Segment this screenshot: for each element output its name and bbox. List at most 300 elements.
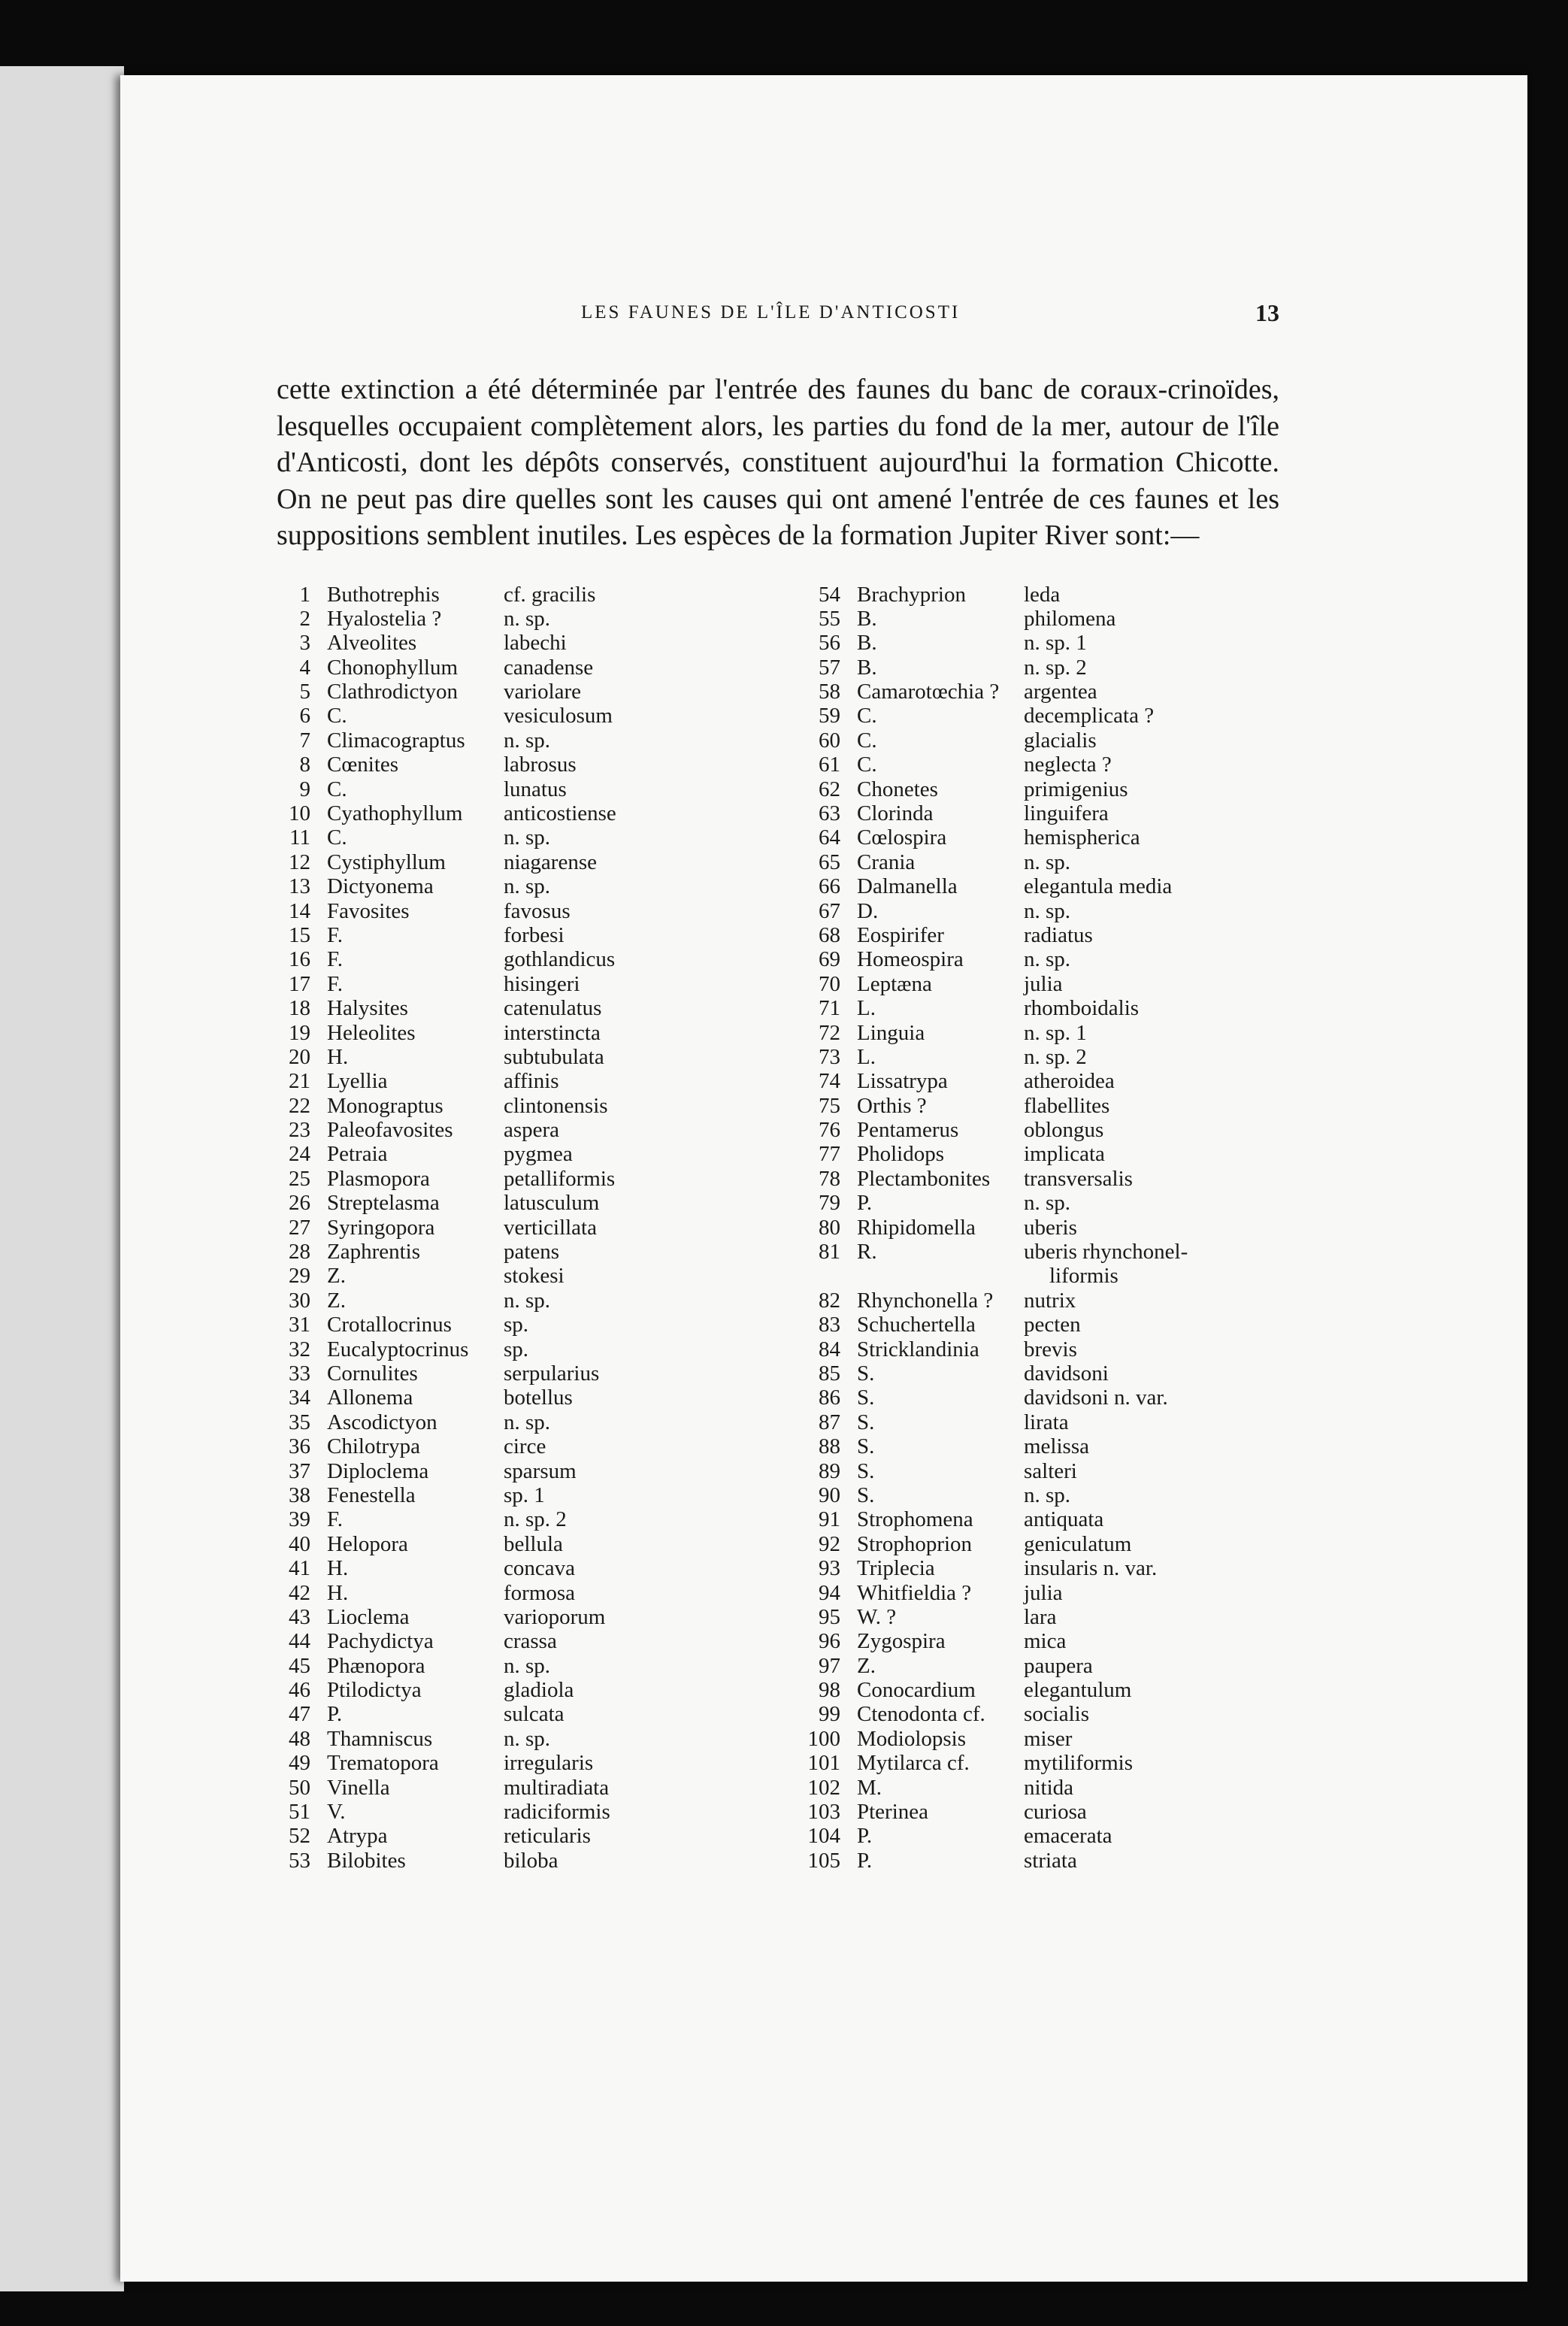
species-number: 38: [289, 1483, 310, 1507]
genus-name: Mytilarca cf.: [857, 1751, 970, 1776]
species-name-text: aspera: [504, 1118, 560, 1143]
genus-name: C.: [327, 825, 347, 850]
genus-name: Monograptus: [327, 1093, 443, 1118]
species-name-text: julia: [1024, 971, 1063, 996]
species-name: [504, 1459, 577, 1483]
facing-page-edge: [0, 66, 124, 2291]
species-name: [504, 1702, 565, 1726]
species-name: [504, 1629, 557, 1653]
genus-name: Buthotrephis: [327, 582, 440, 607]
genus-name: Cœlospira: [857, 825, 947, 850]
species-name-text: favosus: [504, 898, 571, 923]
species-name-text: subtubulata: [504, 1044, 604, 1069]
species-name-text: implicata: [1024, 1142, 1105, 1167]
species-name: [504, 1191, 599, 1215]
species-name-text: hisingeri: [504, 971, 580, 996]
species-name: [1024, 1483, 1070, 1507]
species-name: [504, 1313, 528, 1337]
species-entry: [277, 1191, 743, 1215]
species-name: [504, 972, 580, 996]
genus-name: Chonetes: [857, 777, 938, 801]
genus-name: Rhipidomella: [857, 1215, 976, 1240]
species-entry: [277, 1776, 743, 1800]
genus-name: Dictyonema: [327, 874, 434, 899]
species-name: [504, 1483, 545, 1507]
genus-name: Streptelasma: [327, 1191, 440, 1216]
genus-name: Leptæna: [857, 971, 932, 996]
species-entry: [780, 850, 1279, 874]
species-number: 73: [819, 1044, 840, 1069]
species-number: 53: [289, 1848, 310, 1873]
species-name-text: n. sp.: [504, 728, 551, 753]
species-entry: [277, 996, 743, 1020]
species-name: [504, 1142, 573, 1166]
species-name: [1024, 1118, 1103, 1142]
species-number: 9: [299, 777, 310, 801]
genus-name: Camarotœchia ?: [857, 680, 1000, 704]
species-entry: [780, 1824, 1279, 1848]
species-name: [1024, 1289, 1076, 1313]
genus-name: Pterinea: [857, 1800, 929, 1825]
species-entry: [780, 1216, 1279, 1240]
species-number: 96: [819, 1629, 840, 1654]
species-name: [1024, 1434, 1089, 1458]
species-entry: [780, 1776, 1279, 1800]
species-number: 94: [819, 1580, 840, 1605]
species-number: 95: [819, 1604, 840, 1629]
species-name-text: rhomboidalis: [1024, 996, 1140, 1021]
species-name-text: n. sp.: [1024, 947, 1071, 972]
species-name: [1024, 1361, 1109, 1386]
genus-name: Bilobites: [327, 1848, 406, 1873]
species-name: [1024, 607, 1115, 631]
species-name-text: canadense: [504, 655, 594, 680]
species-name: [1024, 825, 1140, 850]
genus-name: L.: [857, 1044, 876, 1069]
species-name-text: leda: [1024, 582, 1061, 607]
species-name-text: catenulatus: [504, 996, 602, 1021]
species-name: [1024, 972, 1063, 996]
species-name-text: elegantulum: [1024, 1678, 1132, 1703]
species-name-text: pecten: [1024, 1313, 1081, 1337]
species-name-text: melissa: [1024, 1434, 1089, 1459]
genus-name: Linguia: [857, 1020, 925, 1045]
species-name-text: oblongus: [1024, 1118, 1104, 1143]
species-entry: [780, 1021, 1279, 1045]
species-entry: [277, 1849, 743, 1873]
species-name: [1024, 1240, 1257, 1289]
species-name: [1024, 1459, 1077, 1483]
species-name: [504, 1849, 558, 1873]
species-name-text: lunatus: [504, 777, 567, 801]
species-name-text: n. sp. 2: [1024, 655, 1087, 680]
species-number: 47: [289, 1702, 310, 1727]
species-entry: [277, 923, 743, 947]
species-number: 21: [289, 1069, 310, 1094]
genus-name: Petraia: [327, 1142, 388, 1167]
species-name: [1024, 1167, 1133, 1191]
species-name: [504, 1021, 601, 1045]
species-name-text: sp.: [504, 1337, 529, 1361]
species-entry: [780, 1289, 1279, 1313]
genus-name: Orthis ?: [857, 1093, 927, 1118]
genus-name: Allonema: [327, 1386, 413, 1410]
genus-name: Climacograptus: [327, 728, 465, 753]
genus-name: Cornulites: [327, 1361, 418, 1386]
genus-name: Diploclema: [327, 1458, 429, 1483]
species-entry: [277, 1532, 743, 1556]
genus-name: Lioclema: [327, 1604, 410, 1629]
species-name: [1024, 753, 1112, 777]
species-number: 52: [289, 1824, 310, 1849]
species-name-text: n. sp.: [504, 825, 551, 850]
species-name-text: sp.: [504, 1313, 529, 1337]
genus-name: F.: [327, 1507, 344, 1532]
species-number: 37: [289, 1458, 310, 1483]
genus-name: L.: [857, 996, 876, 1021]
species-name: [1024, 704, 1154, 728]
species-name-text: gothlandicus: [504, 947, 616, 972]
species-entry: [780, 1507, 1279, 1531]
genus-name: H.: [327, 1556, 349, 1581]
species-number: 99: [819, 1702, 840, 1727]
species-number: 72: [819, 1020, 840, 1045]
species-entry: [277, 1751, 743, 1775]
species-entry: [780, 1581, 1279, 1605]
species-name-text: labrosus: [504, 753, 577, 777]
species-name: [1024, 947, 1070, 971]
species-name: [1024, 680, 1097, 704]
species-name: [504, 1581, 575, 1605]
species-name: [1024, 1507, 1103, 1531]
species-entry: [780, 947, 1279, 971]
species-entry: [277, 777, 743, 801]
species-number: 5: [299, 680, 310, 704]
species-number: 36: [289, 1434, 310, 1459]
species-entry: [277, 825, 743, 850]
genus-name: Brachyprion: [857, 582, 966, 607]
species-name: [504, 704, 613, 728]
species-entry: [780, 1751, 1279, 1775]
species-number: 63: [819, 801, 840, 826]
species-number: 82: [819, 1288, 840, 1313]
species-number: 93: [819, 1556, 840, 1581]
species-entry: [780, 1167, 1279, 1191]
species-name-text: n. sp.: [1024, 850, 1071, 874]
species-number: 92: [819, 1531, 840, 1556]
species-entry: [780, 1434, 1279, 1458]
species-name-text: striata: [1024, 1848, 1077, 1873]
species-name: [1024, 1629, 1066, 1653]
species-entry: [780, 1361, 1279, 1386]
species-name-text: anticostiense: [504, 801, 616, 826]
genus-name: P.: [857, 1191, 873, 1216]
species-entry: [277, 1434, 743, 1458]
species-number: 11: [289, 825, 310, 850]
species-name: [504, 1216, 597, 1240]
species-entry: [277, 947, 743, 971]
species-number: 60: [819, 728, 840, 753]
species-number: 78: [819, 1166, 840, 1191]
species-entry: [780, 801, 1279, 825]
species-name: [504, 1776, 609, 1800]
species-name-text: linguifera: [1024, 801, 1109, 826]
running-head-title: LES FAUNES DE L'ÎLE D'ANTICOSTI: [581, 302, 961, 323]
species-name: [1024, 1581, 1063, 1605]
species-name-text: n. sp. 2: [1024, 1044, 1087, 1069]
species-name: [504, 1264, 565, 1288]
species-number: 90: [819, 1483, 840, 1507]
species-number: 34: [289, 1386, 310, 1410]
species-number: 13: [289, 874, 310, 899]
genus-name: Pentamerus: [857, 1118, 959, 1143]
species-entry: [277, 607, 743, 631]
species-name: [1024, 801, 1109, 825]
genus-name: H.: [327, 1044, 349, 1069]
genus-name: V.: [327, 1800, 346, 1825]
running-head: [277, 299, 1279, 332]
genus-name: S.: [857, 1483, 875, 1507]
species-name: [504, 801, 616, 825]
species-entry: [780, 607, 1279, 631]
species-name-text: crassa: [504, 1629, 557, 1654]
species-name: [504, 1094, 608, 1118]
species-name: [1024, 1776, 1073, 1800]
species-name: [504, 1434, 546, 1458]
genus-name: Z.: [857, 1653, 876, 1678]
genus-name: Cyathophyllum: [327, 801, 463, 826]
species-name-text: miser: [1024, 1726, 1073, 1751]
species-number: 48: [289, 1726, 310, 1751]
page-content: [277, 299, 1279, 1936]
species-name-text: n. sp.: [504, 1653, 551, 1678]
species-list: [277, 583, 1279, 1936]
genus-name: H.: [327, 1580, 349, 1605]
species-entry: [780, 1459, 1279, 1483]
species-number: 77: [819, 1142, 840, 1167]
species-entry: [277, 1045, 743, 1069]
page-number: 13: [1255, 299, 1279, 326]
species-number: 33: [289, 1361, 310, 1386]
species-number: 41: [289, 1556, 310, 1581]
species-number: 64: [819, 825, 840, 850]
species-number: 10: [289, 801, 310, 826]
species-number: 66: [819, 874, 840, 899]
genus-name: S.: [857, 1434, 875, 1459]
species-entry: [780, 1410, 1279, 1434]
species-name: [504, 1118, 559, 1142]
species-name: [1024, 1337, 1077, 1361]
species-name: [1024, 1094, 1109, 1118]
species-name: [1024, 1532, 1131, 1556]
species-name-text: n. sp.: [504, 606, 551, 631]
species-entry: [277, 1459, 743, 1483]
species-entry: [780, 1605, 1279, 1629]
species-name: [504, 1507, 567, 1531]
species-entry: [277, 1483, 743, 1507]
species-number: 32: [289, 1337, 310, 1361]
genus-name: Ctenodonta cf.: [857, 1702, 985, 1727]
species-entry: [780, 1313, 1279, 1337]
genus-name: Plasmopora: [327, 1166, 430, 1191]
species-name: [1024, 850, 1070, 874]
species-number: 44: [289, 1629, 310, 1654]
genus-name: Dalmanella: [857, 874, 958, 899]
species-name: [504, 1167, 615, 1191]
species-name: [1024, 1751, 1133, 1775]
species-name: [504, 874, 550, 898]
genus-name: Modiolopsis: [857, 1726, 967, 1751]
species-name-text: glacialis: [1024, 728, 1097, 753]
species-number: 88: [819, 1434, 840, 1459]
species-entry: [277, 1142, 743, 1166]
species-entry: [277, 1654, 743, 1678]
species-name-text: n. sp.: [504, 1726, 551, 1751]
genus-name: P.: [857, 1824, 873, 1849]
genus-name: S.: [857, 1386, 875, 1410]
species-number: 19: [289, 1020, 310, 1045]
species-entry: [277, 1556, 743, 1580]
species-name-text: n. sp. 2: [504, 1507, 567, 1532]
species-number: 69: [819, 947, 840, 972]
species-number: 1: [299, 582, 310, 607]
species-number: 76: [819, 1118, 840, 1143]
species-entry: [780, 1702, 1279, 1726]
genus-name: C.: [857, 753, 877, 777]
species-name: [1024, 1678, 1131, 1702]
species-entry: [780, 1386, 1279, 1410]
species-entry: [277, 1264, 743, 1288]
species-number: 18: [289, 996, 310, 1021]
species-number: 81: [819, 1240, 840, 1264]
species-entry: [277, 1629, 743, 1653]
species-name-text: n. sp. 1: [1024, 631, 1087, 656]
species-number: 100: [807, 1726, 840, 1751]
species-name: [1024, 1605, 1056, 1629]
species-entry: [780, 996, 1279, 1020]
species-entry: [277, 1800, 743, 1824]
species-name-text: salteri: [1024, 1458, 1077, 1483]
species-name-text: davidsoni n. var.: [1024, 1386, 1168, 1410]
species-name-text: formosa: [504, 1580, 576, 1605]
species-name: [504, 1532, 563, 1556]
genus-name: Atrypa: [327, 1824, 388, 1849]
species-number: 101: [807, 1751, 840, 1776]
species-name-text: lara: [1024, 1604, 1057, 1629]
species-name: [504, 1654, 550, 1678]
genus-name: Lissatrypa: [857, 1069, 948, 1094]
species-number: 39: [289, 1507, 310, 1532]
genus-name: Cystiphyllum: [327, 850, 446, 874]
species-name: [504, 607, 550, 631]
species-name: [504, 1727, 550, 1751]
species-entry: [277, 1702, 743, 1726]
species-number: 67: [819, 898, 840, 923]
species-number: 104: [807, 1824, 840, 1849]
species-name-text: cf. gracilis: [504, 582, 596, 607]
genus-name: D.: [857, 898, 879, 923]
genus-name: C.: [327, 777, 347, 801]
species-number: 74: [819, 1069, 840, 1094]
genus-name: Pachydictya: [327, 1629, 434, 1654]
species-entry: [277, 1069, 743, 1093]
species-number: 29: [289, 1264, 310, 1289]
species-name: [504, 899, 571, 923]
species-number: 22: [289, 1093, 310, 1118]
species-number: 71: [819, 996, 840, 1021]
species-entry: [277, 1361, 743, 1386]
species-name-text: geniculatum: [1024, 1531, 1132, 1556]
species-name-text: stokesi: [504, 1264, 565, 1289]
species-name: [504, 1386, 573, 1410]
species-name: [1024, 1410, 1069, 1434]
species-name-text: n. sp.: [504, 1410, 551, 1434]
genus-name: F.: [327, 971, 344, 996]
species-entry: [277, 631, 743, 655]
species-name-text: botellus: [504, 1386, 573, 1410]
species-name: [1024, 874, 1172, 898]
species-name-text: flabellites: [1024, 1093, 1110, 1118]
species-number: 62: [819, 777, 840, 801]
genus-name: R.: [857, 1240, 877, 1264]
species-name-text: pygmea: [504, 1142, 573, 1167]
species-number: 68: [819, 922, 840, 947]
genus-name: Chilotrypa: [327, 1434, 421, 1459]
species-name-text: bellula: [504, 1531, 563, 1556]
species-entry: [277, 1094, 743, 1118]
genus-name: Ptilodictya: [327, 1678, 422, 1703]
species-name-text: primigenius: [1024, 777, 1128, 801]
species-entry: [780, 1849, 1279, 1873]
species-entry: [277, 1386, 743, 1410]
species-number: 3: [299, 631, 310, 656]
species-number: 43: [289, 1604, 310, 1629]
species-number: 25: [289, 1166, 310, 1191]
species-entry: [780, 825, 1279, 850]
species-name: [1024, 996, 1139, 1020]
species-number: 87: [819, 1410, 840, 1434]
species-name-text: n. sp.: [504, 1288, 551, 1313]
species-number: 7: [299, 728, 310, 753]
species-number: 51: [289, 1800, 310, 1825]
body-paragraph: cette extinction a été déterminée par l'entrée des faunes du banc de coraux-crinoïdes, lesquelles occupaient complètement alors, les parties du fond de la mer, autour de l'île d'Anticosti, dont les dépôts conservés, constituent aujourd'hui la formation Chicotte. On ne peut pas dire quelles sont les causes qui ont amené l'entrée de ces faunes et les suppositions semblent inutiles. Les espèces de la formation Jupiter River sont:—: [277, 374, 1279, 551]
species-number: 40: [289, 1531, 310, 1556]
species-name-text: insularis n. var.: [1024, 1556, 1158, 1581]
genus-name: Zygospira: [857, 1629, 946, 1654]
species-number: 42: [289, 1580, 310, 1605]
species-entry: [780, 1629, 1279, 1653]
species-entry: [277, 1337, 743, 1361]
species-number: 26: [289, 1191, 310, 1216]
species-name: [504, 656, 593, 680]
genus-name: B.: [857, 606, 877, 631]
species-name: [1024, 1849, 1077, 1873]
species-number: 12: [289, 850, 310, 874]
species-name: [504, 825, 550, 850]
genus-name: Phænopora: [327, 1653, 425, 1678]
species-entry: [277, 656, 743, 680]
species-name-text: radiatus: [1024, 922, 1093, 947]
genus-name: F.: [327, 947, 344, 972]
species-name-text: niagarense: [504, 850, 597, 874]
species-name-text: reticularis: [504, 1824, 591, 1849]
species-name-text: julia: [1024, 1580, 1063, 1605]
genus-name: Homeospira: [857, 947, 964, 972]
species-name: [504, 680, 581, 704]
species-entry: [780, 1240, 1279, 1289]
species-entry: [780, 1727, 1279, 1751]
species-name-text: n. sp.: [1024, 1191, 1071, 1216]
